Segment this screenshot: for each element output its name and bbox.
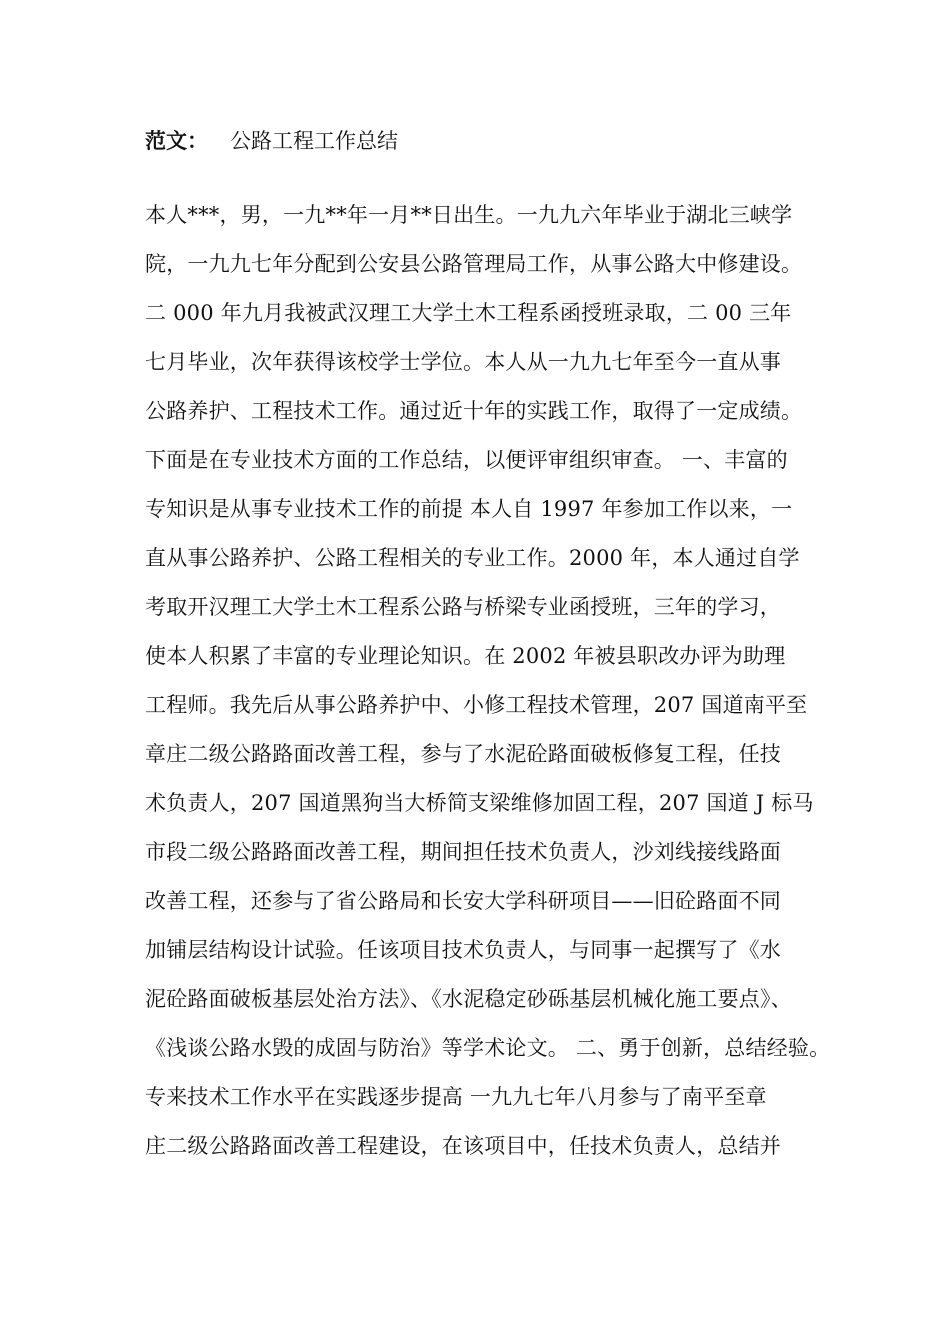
text-line: 公路养护、工程技术工作。通过近十年的实践工作，取得了一定成绩。 xyxy=(145,399,803,423)
text-line: 《浅谈公路水毁的成固与防治》等学术论文。 二、勇于创新，总结经验。 xyxy=(145,1036,831,1060)
text-line: 改善工程，还参与了省公路局和长安大学科研项目——旧砼路面不同 xyxy=(145,889,781,913)
text-line: 下面是在专业技术方面的工作总结，以便评审组织审查。 一、丰富的 xyxy=(145,448,788,472)
text-line: 工程师。我先后从事公路养护中、小修工程技术管理，207 国道南平至 xyxy=(145,693,808,717)
document-title xyxy=(145,124,398,158)
text-line: 本人***，男，一九**年一月**日出生。一九九六年毕业于湖北三峡学 xyxy=(145,203,793,227)
text-line: 使本人积累了丰富的专业理论知识。在 2002 年被县职改办评为助理 xyxy=(145,644,786,668)
text-line: 专知识是从事专业技术工作的前提 本人自 1997 年参加工作以来，一 xyxy=(145,497,793,521)
body-text xyxy=(145,198,835,1178)
text-line: 二 000 年九月我被武汉理工大学土木工程系函授班录取，二 00 三年 xyxy=(145,301,792,325)
text-line: 七月毕业，次年获得该校学士学位。本人从一九九七年至今一直从事 xyxy=(145,350,781,374)
text-line: 市段二级公路路面改善工程，期间担任技术负责人，沙刘线接线路面 xyxy=(145,840,781,864)
text-line: 考取开汉理工大学土木工程系公路与桥梁专业函授班，三年的学习， xyxy=(145,595,781,619)
text-line: 直从事公路养护、公路工程相关的专业工作。2000 年，本人通过自学 xyxy=(145,546,800,570)
text-line: 章庄二级公路路面改善工程，参与了水泥砼路面破板修复工程，任技 xyxy=(145,742,781,766)
text-line: 庄二级公路路面改善工程建设，在该项目中，任技术负责人，总结并 xyxy=(145,1134,781,1158)
text-line: 术负责人，207 国道黑狗当大桥简支梁维修加固工程，207 国道 J 标马 xyxy=(145,791,814,815)
text-line: 泥砼路面破板基层处治方法》、《水泥稳定砂砾基层机械化施工要点》、 xyxy=(145,987,792,1011)
title-text: 公路工程工作总结 xyxy=(230,129,398,153)
text-line: 院，一九九七年分配到公安县公路管理局工作，从事公路大中修建设。 xyxy=(145,252,803,276)
title-label: 范文： xyxy=(145,128,208,153)
text-line: 加铺层结构设计试验。任该项目技术负责人，与同事一起撰写了《水 xyxy=(145,938,781,962)
text-line: 专来技术工作水平在实践逐步提高 一九九七年八月参与了南平至章 xyxy=(145,1085,767,1109)
